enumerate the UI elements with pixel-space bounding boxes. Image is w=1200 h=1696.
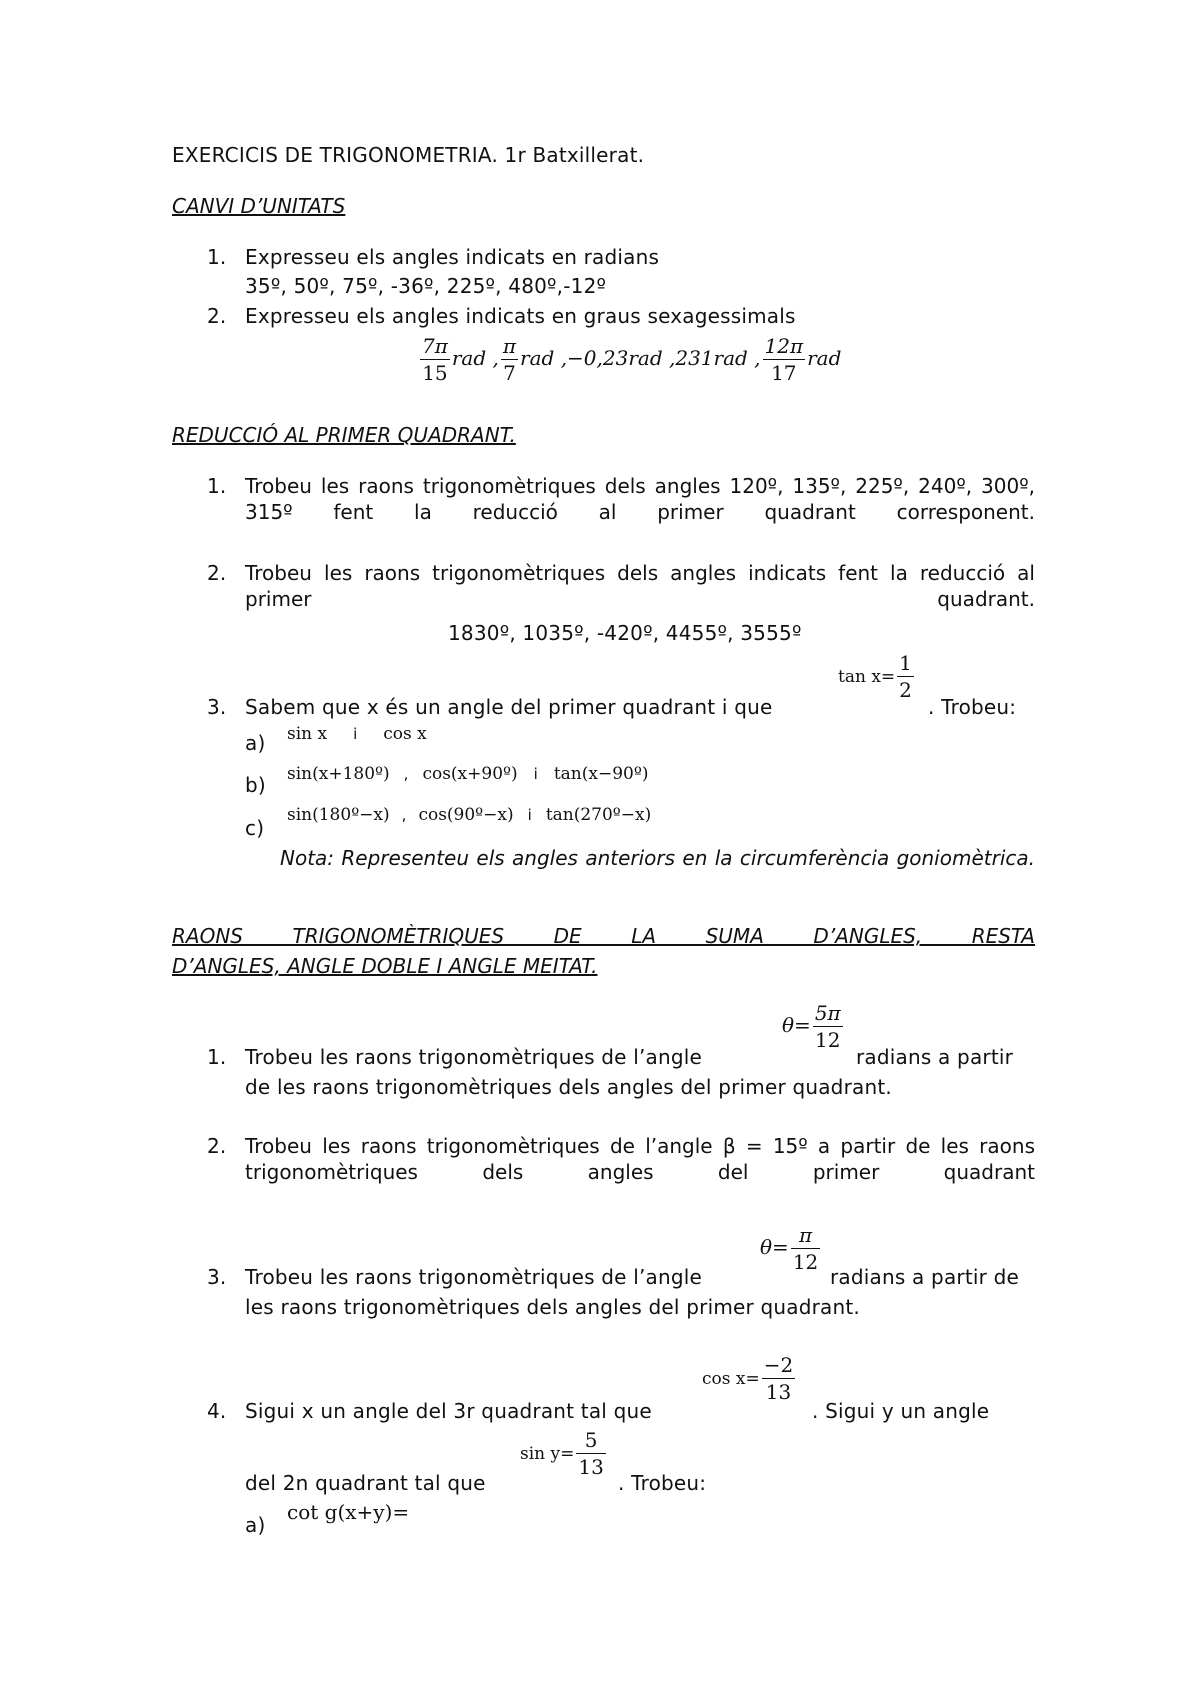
- radian-values-formula: $\frac{7\pi}{15}$ rad , $\frac{\pi}{7}$ rad ,−0,23rad ,231rad , $\frac{12\pi}{17}$ rad: [422, 334, 842, 385]
- exercise-text-tail: radians a partir: [856, 1045, 1014, 1069]
- item-number: 2.: [207, 1134, 227, 1158]
- item-number: 4.: [207, 1399, 227, 1423]
- section-heading-sum: RAONS TRIGONOMÈTRIQUES DE LA SUMA D’ANGLES, RESTA: [172, 924, 1035, 948]
- exercise-text: del 2n quadrant tal que: [245, 1471, 486, 1495]
- sub-item-label: c): [245, 816, 265, 840]
- sub-item-label: a): [245, 1513, 266, 1537]
- item-number: 1.: [207, 245, 227, 269]
- exercise-text: Expresseu els angles indicats en radians: [245, 245, 660, 269]
- angle-list: 35º, 50º, 75º, -36º, 225º, 480º,-12º: [245, 274, 607, 298]
- exercise-text: de les raons trigonomètriques dels angles del primer quadrant.: [245, 1075, 892, 1099]
- item-number: 3.: [207, 1265, 227, 1289]
- exercise-text-tail: . Sigui y un angle: [812, 1399, 990, 1423]
- theta-5pi-12-formula: θ= $\frac{5\pi}{12}$: [782, 1001, 841, 1052]
- section-heading-reduction: REDUCCIÓ AL PRIMER QUADRANT.: [172, 423, 516, 447]
- exercise-text: Trobeu les raons trigonomètriques de l’angle: [245, 1045, 703, 1069]
- item-number: 3.: [207, 695, 227, 719]
- cos-x-formula: cos x= $\frac{-2}{13}$: [702, 1353, 794, 1404]
- exercise-text: Trobeu les raons trigonomètriques dels angles 120º, 135º, 225º, 240º, 300º, 315º fent la reducció al primer quadrant corresponent.: [245, 474, 1035, 524]
- angle-list: 1830º, 1035º, -420º, 4455º, 3555º: [448, 621, 802, 645]
- item-number: 2.: [207, 304, 227, 328]
- formula-a: sin x i cos x: [287, 724, 427, 744]
- cotg-formula: cot g(x+y)=: [287, 1500, 410, 1524]
- sub-item-label: a): [245, 731, 266, 755]
- sub-item-label: b): [245, 773, 266, 797]
- exercise-text: Trobeu les raons trigonomètriques de l’angle: [245, 1265, 703, 1289]
- exercise-text-tail: radians a partir de: [830, 1265, 1020, 1289]
- exercise-text: Expresseu els angles indicats en graus sexagessimals: [245, 304, 796, 328]
- section-heading-sum-line2: D’ANGLES, ANGLE DOBLE I ANGLE MEITAT.: [172, 954, 598, 978]
- exercise-text: Trobeu les raons trigonomètriques de l’angle β = 15º a partir de les raons trigonomètriques dels angles del primer quadrant: [245, 1134, 1035, 1184]
- item-number: 1.: [207, 1045, 227, 1069]
- formula-b: sin(x+180º) , cos(x+90º) i tan(x−90º): [287, 764, 649, 784]
- theta-pi-12-formula: θ= $\frac{\pi}{12}$: [760, 1223, 819, 1274]
- exercise-text: les raons trigonomètriques dels angles del primer quadrant.: [245, 1295, 860, 1319]
- exercise-text: Trobeu les raons trigonomètriques dels angles indicats fent la reducció al primer quadrant.: [245, 561, 1035, 611]
- document-title: EXERCICIS DE TRIGONOMETRIA. 1r Batxillerat.: [172, 143, 645, 167]
- tan-x-formula: tan x= $\frac{1}{2}$: [838, 651, 912, 702]
- exercise-text: Sabem que x és un angle del primer quadrant i que: [245, 695, 773, 719]
- formula-c: sin(180º−x) , cos(90º−x) i tan(270º−x): [287, 805, 652, 825]
- section-heading-units: CANVI D’UNITATS: [172, 194, 346, 218]
- item-number: 1.: [207, 474, 227, 498]
- exercise-text-tail: . Trobeu:: [928, 695, 1017, 719]
- note-text: Nota: Representeu els angles anteriors en la circumferència goniomètrica.: [280, 846, 1035, 870]
- exercise-text: Sigui x un angle del 3r quadrant tal que: [245, 1399, 652, 1423]
- item-number: 2.: [207, 561, 227, 585]
- sin-y-formula: sin y= $\frac{5}{13}$: [520, 1428, 604, 1479]
- exercise-text-tail: . Trobeu:: [618, 1471, 707, 1495]
